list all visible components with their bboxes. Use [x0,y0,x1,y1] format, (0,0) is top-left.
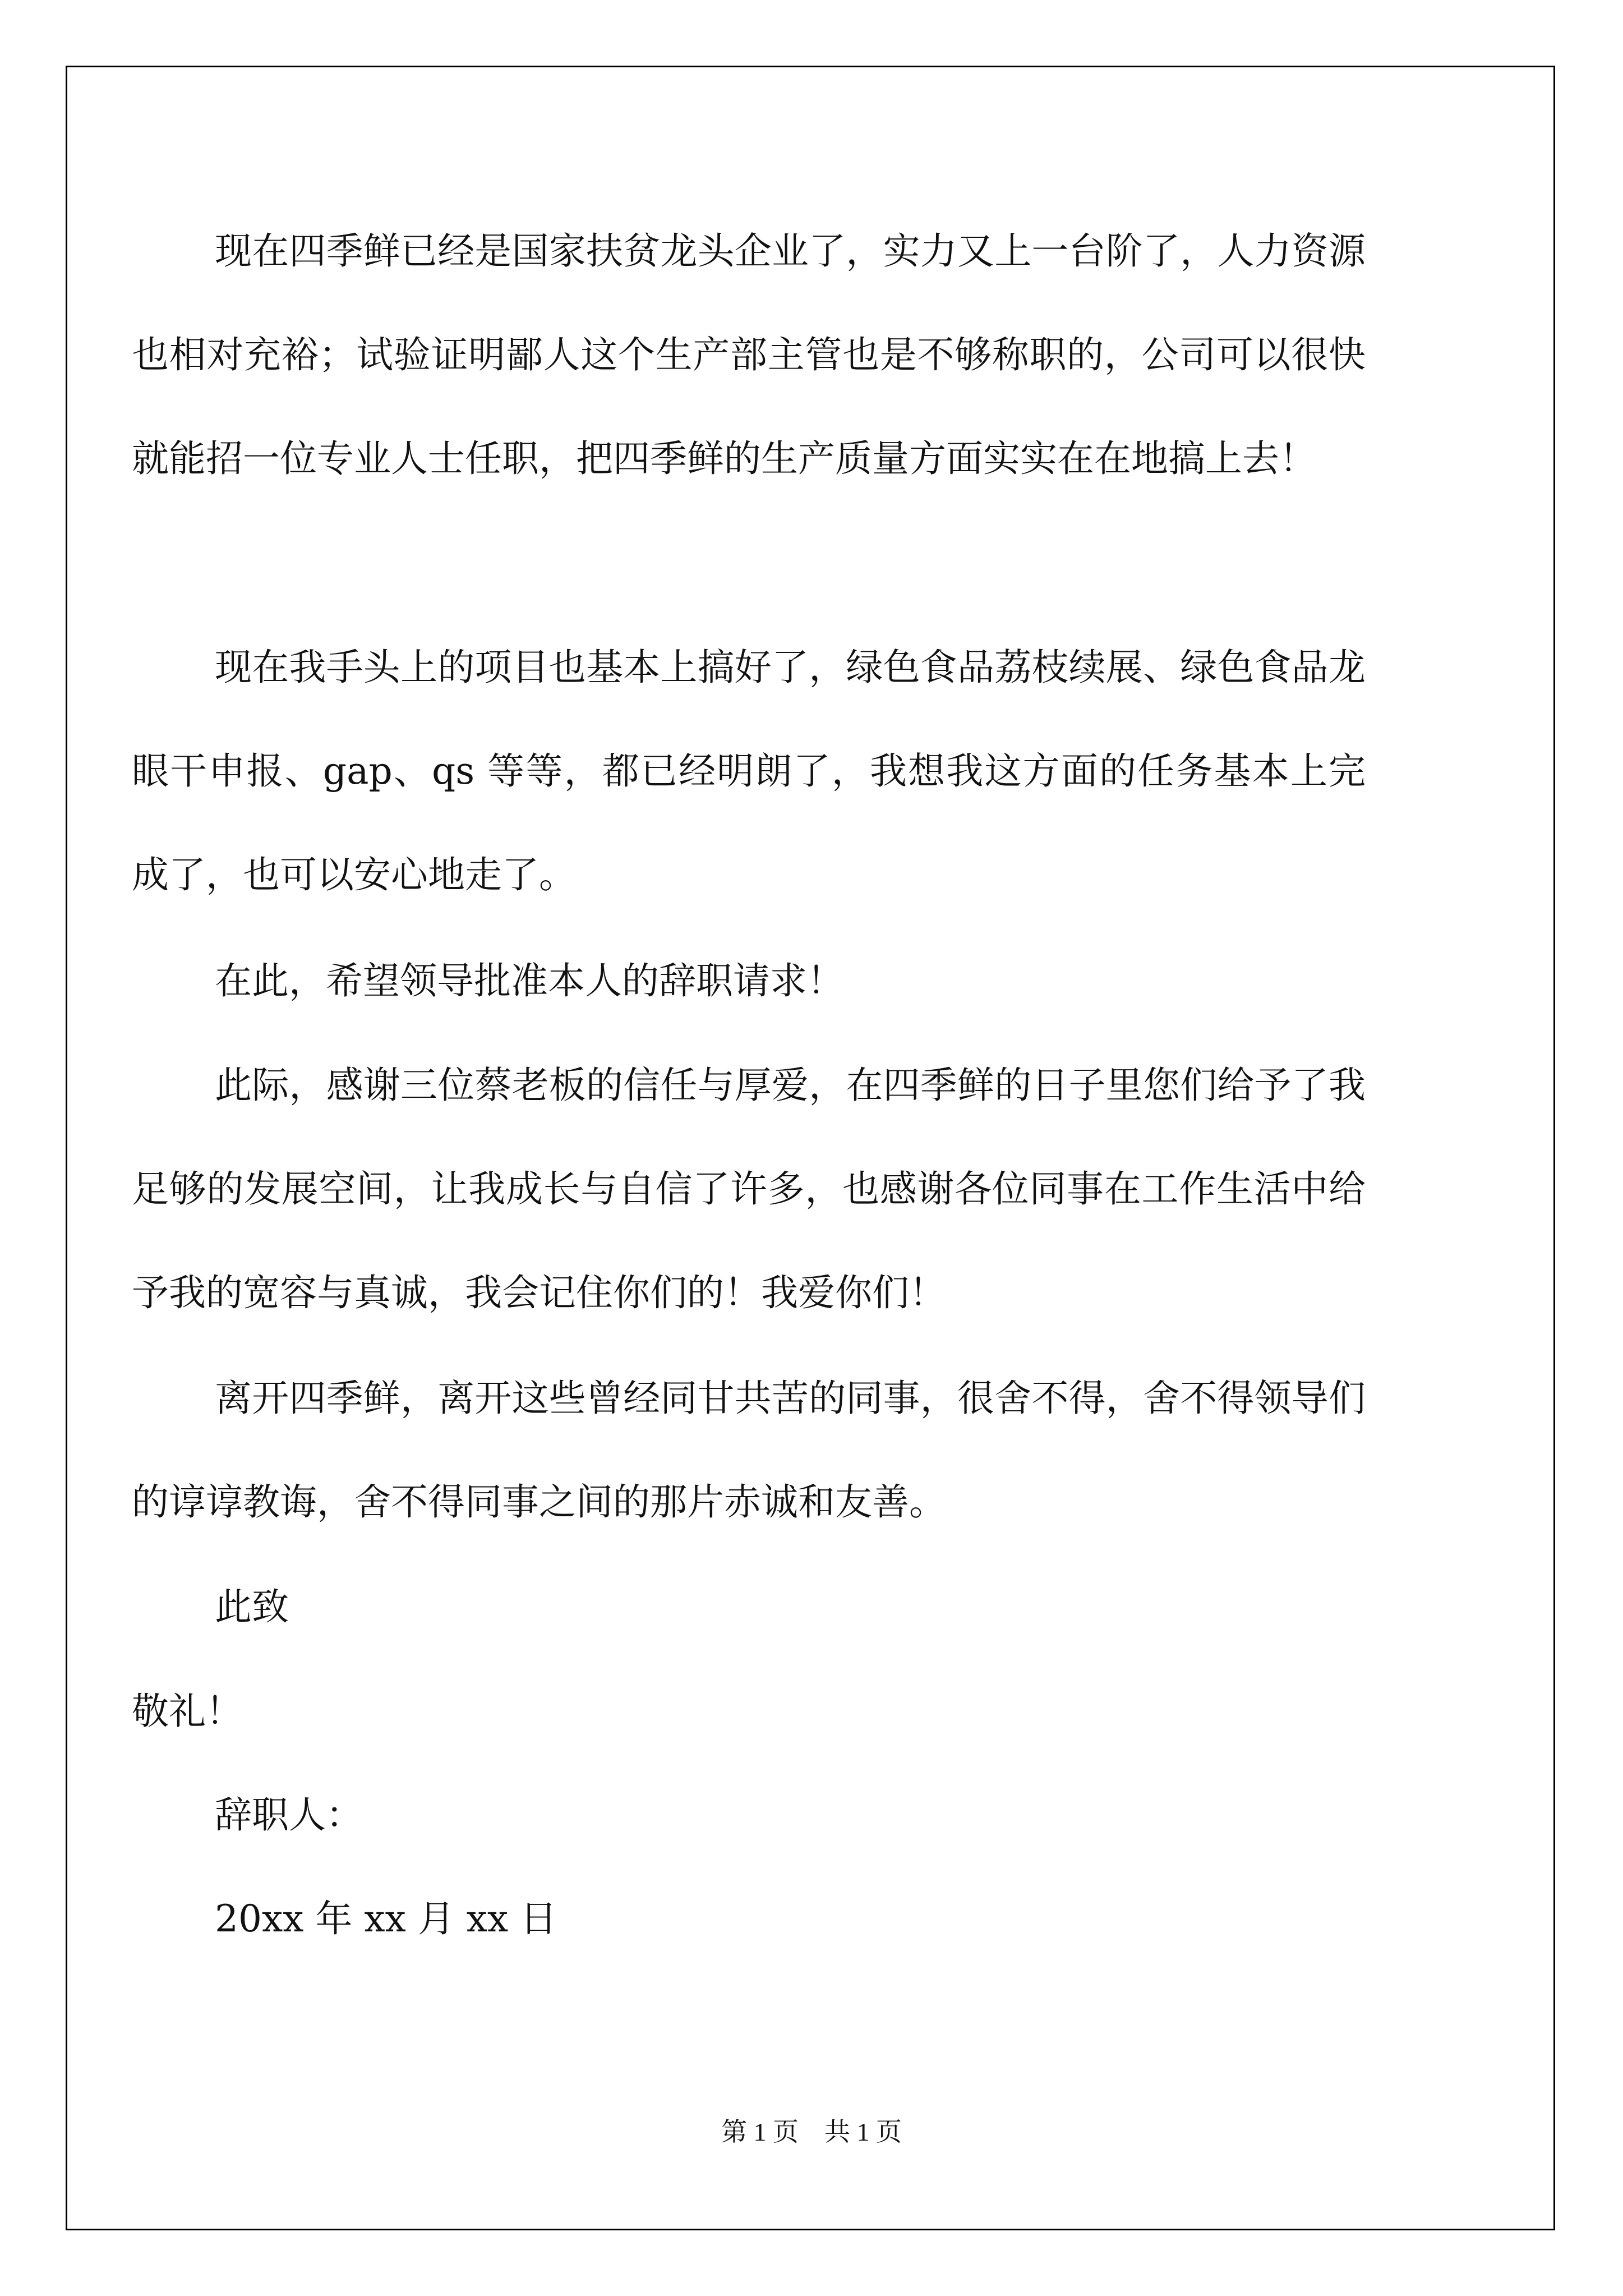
signature-label: 辞职人： [215,1793,363,1837]
paragraph-3: 在此，希望领导批准本人的辞职请求！ [215,959,844,1002]
page-footer: 第 1 页 共 1 页 [721,2118,902,2146]
salutation-line: 敬礼！ [132,1690,243,1733]
paragraph-4: 此际，感谢三位蔡老板的信任与厚爱，在四季鲜的日子里您们给予了我足够的发展空间，让我成长与自信了许多，也感谢各位同事在工作生活中给予我的宽容与真诚，我会记住你们的！我爱你们！ [132,1064,1366,1314]
paragraph-5: 离开四季鲜，离开这些曾经同甘共苦的同事，很舍不得，舍不得领导们的谆谆教诲，舍不得同事之间的那片赤诚和友善。 [132,1377,1366,1524]
closing-line: 此致 [215,1585,289,1628]
date-line: 20xx 年 xx 月 xx 日 [215,1897,557,1940]
paragraph-2: 现在我手头上的项目也基本上搞好了，绿色食品荔枝续展、绿色食品龙眼干申报、gap、qs 等等，都已经明朗了，我想我这方面的任务基本上完成了，也可以安心地走了。 [132,646,1366,896]
paragraph-1: 现在四季鲜已经是国家扶贫龙头企业了，实力又上一台阶了，人力资源也相对充裕；试验证明鄙人这个生产部主管也是不够称职的，公司可以很快就能招一位专业人士任职，把四季鲜的生产质量方面实实在在地搞上去！ [132,229,1366,480]
